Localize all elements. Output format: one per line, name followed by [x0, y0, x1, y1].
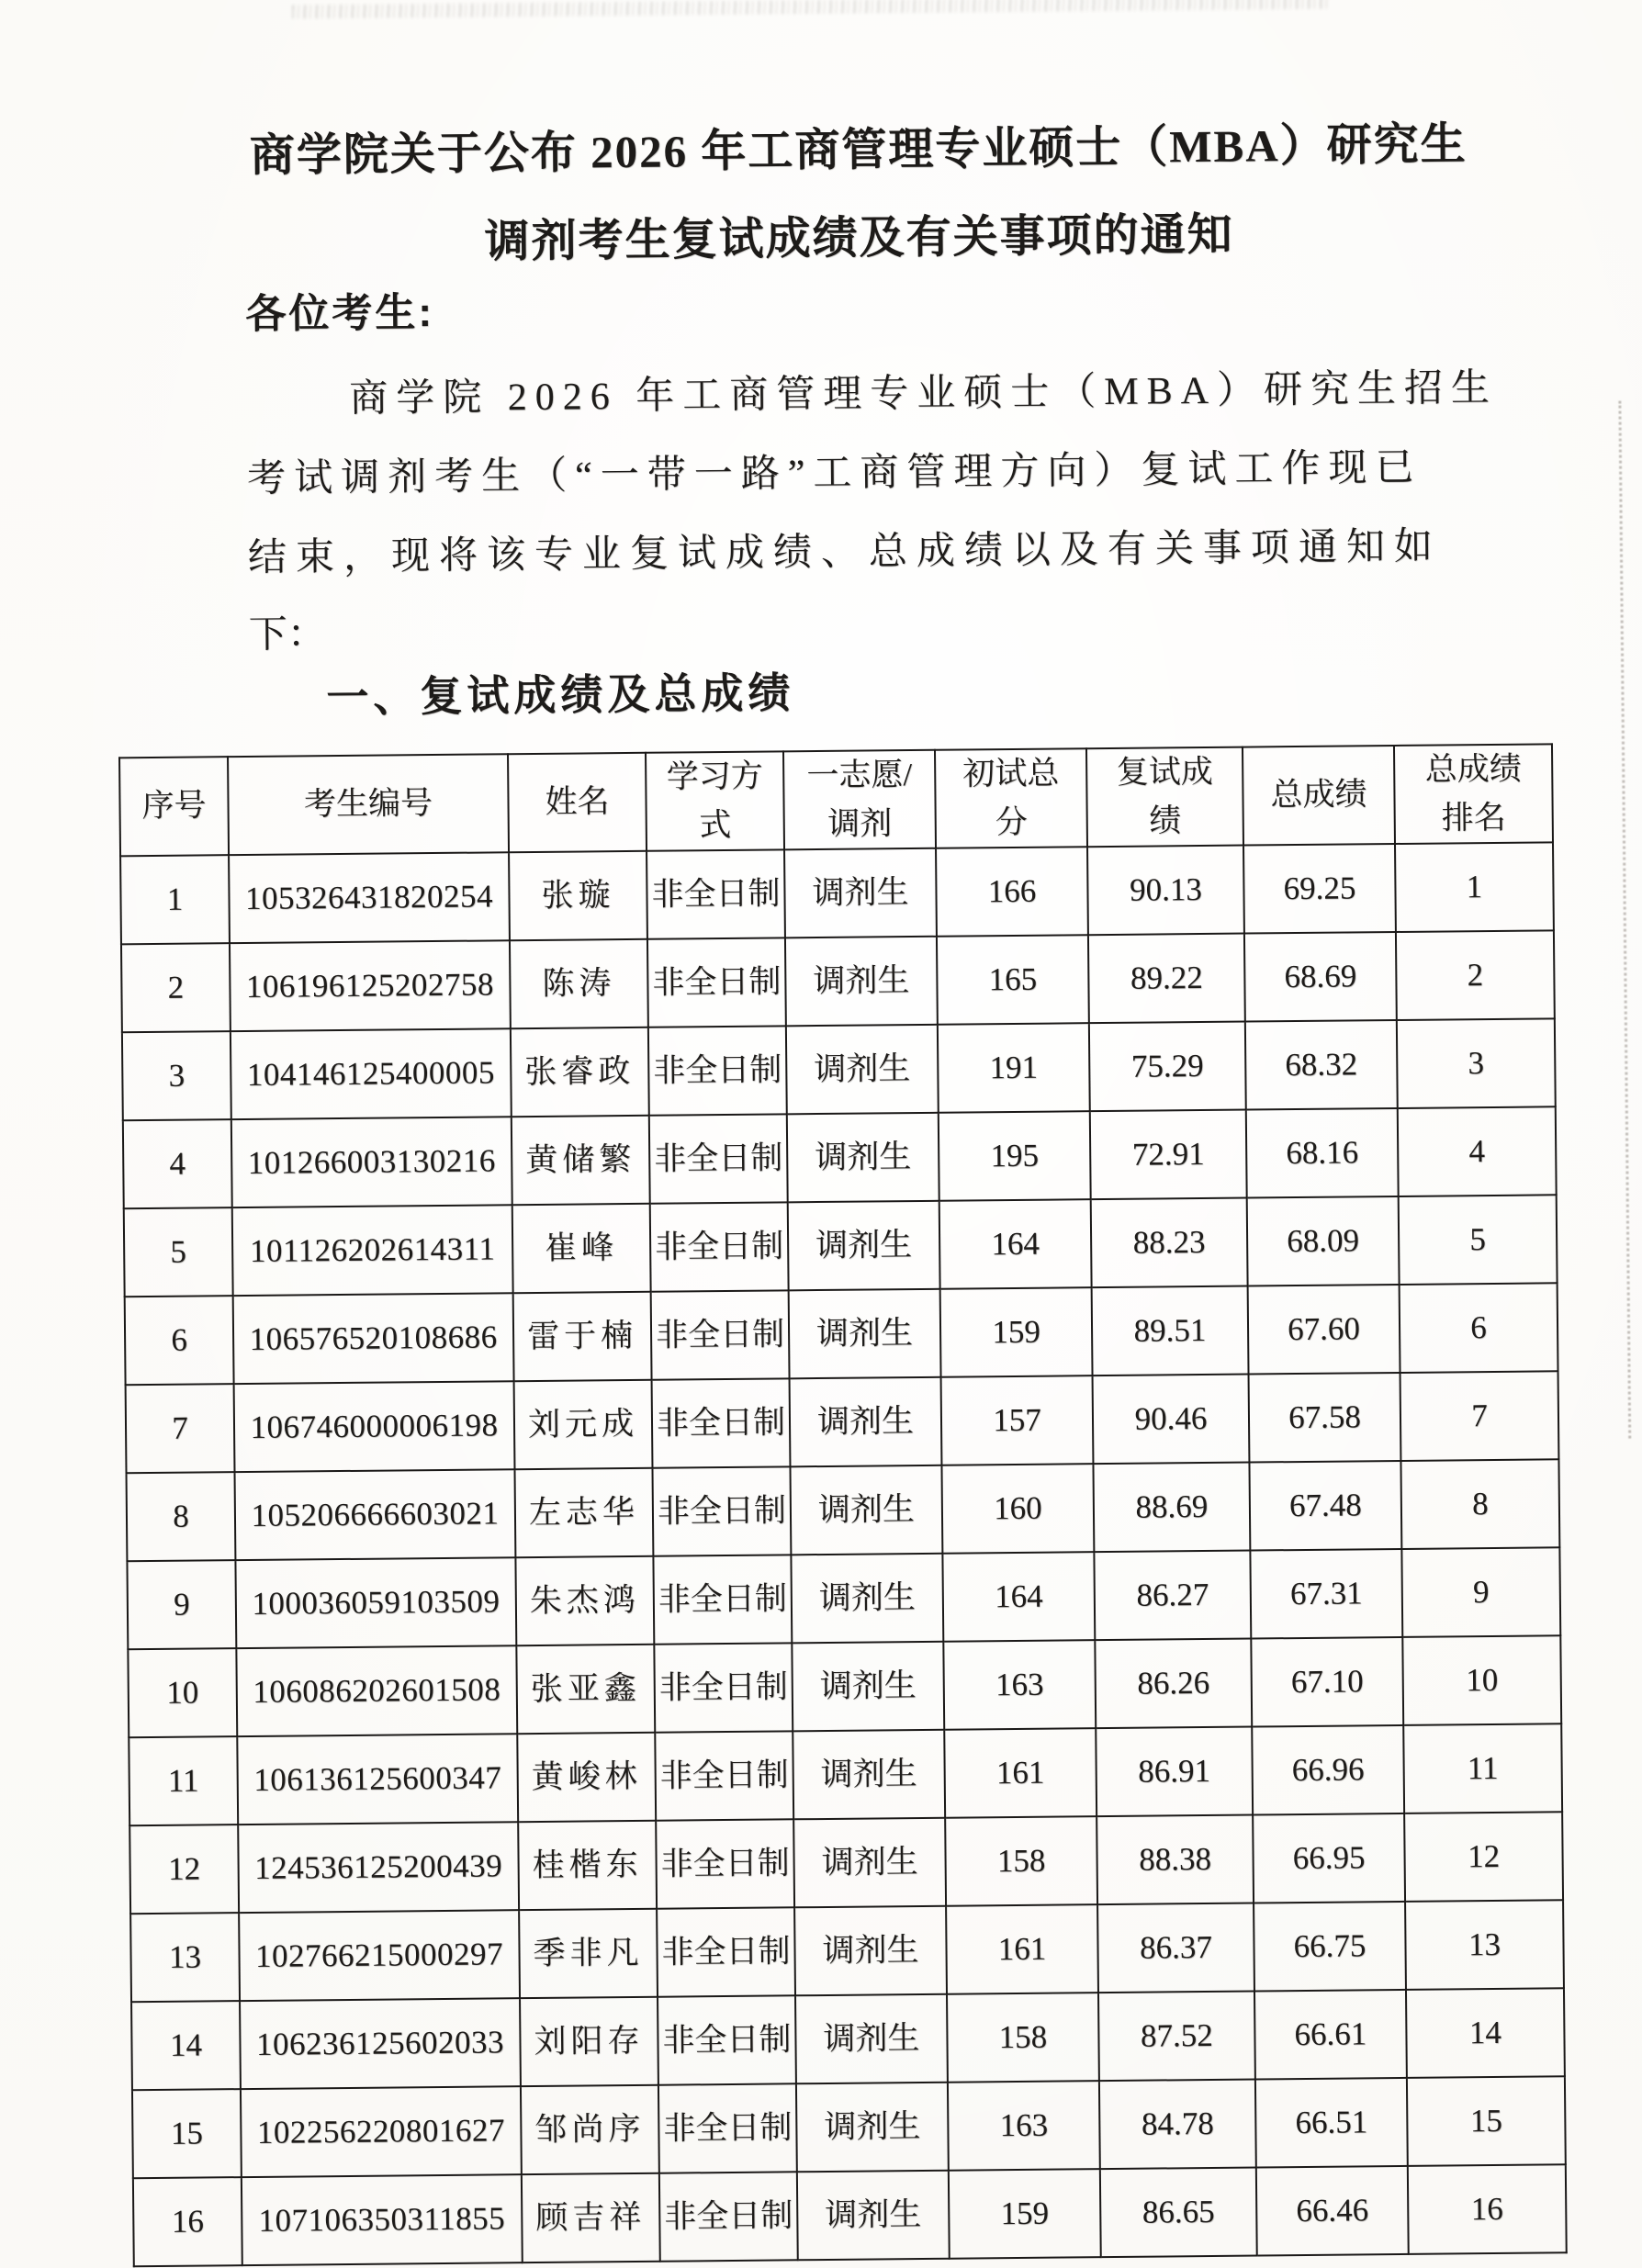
notice-title — [238, 100, 1479, 288]
admission-type-cell: 调剂生 — [786, 1025, 939, 1115]
initial-score-cell: 164 — [939, 1199, 1092, 1289]
admission-type-cell: 调剂生 — [793, 1818, 946, 1908]
total-score-cell: 66.75 — [1254, 1902, 1406, 1992]
scan-edge-artifact-top — [292, 0, 1330, 18]
total-score-cell: 68.69 — [1244, 932, 1397, 1022]
seq-cell: 11 — [129, 1736, 238, 1825]
retest-score-cell: 72.91 — [1090, 1110, 1247, 1200]
admission-type-cell: 调剂生 — [791, 1554, 943, 1644]
admission-type-cell: 调剂生 — [787, 1113, 939, 1203]
notice-title-line-1: 商学院关于公布 2026 年工商管理专业硕士（MBA）研究生 — [249, 118, 1468, 181]
table-row — [130, 1900, 1564, 2002]
name-cell: 邹尚序 — [521, 2085, 659, 2174]
body-line-4: 下： — [248, 613, 326, 657]
rank-cell: 8 — [1400, 1459, 1559, 1549]
table-row — [129, 1812, 1563, 1914]
name-cell: 左志华 — [514, 1468, 653, 1557]
table-row — [129, 1723, 1562, 1825]
column-header-3: 学习方 式 — [646, 751, 784, 850]
seq-cell: 13 — [130, 1913, 240, 2002]
admission-type-cell: 调剂生 — [788, 1201, 940, 1291]
rank-cell: 15 — [1407, 2076, 1566, 2166]
study-mode-cell: 非全日制 — [653, 1555, 792, 1644]
admission-type-cell: 调剂生 — [794, 1906, 947, 1996]
candidate-id-cell: 102256220801627 — [241, 2086, 522, 2177]
name-cell: 刘阳存 — [520, 1997, 658, 2086]
total-score-cell: 68.32 — [1245, 1020, 1398, 1110]
table-row — [126, 1371, 1559, 1473]
study-mode-cell: 非全日制 — [655, 1731, 793, 1820]
candidate-id-cell: 100036059103509 — [235, 1557, 516, 1648]
retest-score-cell: 89.22 — [1088, 934, 1245, 1024]
initial-score-cell: 164 — [942, 1552, 1095, 1642]
seq-cell: 16 — [133, 2177, 242, 2266]
column-header-5: 初试总 分 — [935, 748, 1087, 848]
body-line-3: 结束，现将该专业复试成绩、总成绩以及有关事项通知如 — [247, 525, 1443, 579]
initial-score-cell: 166 — [936, 847, 1088, 937]
seq-cell: 3 — [122, 1031, 231, 1120]
table-row — [132, 2076, 1566, 2178]
candidate-id-cell: 102766215000297 — [239, 1910, 520, 2001]
admission-type-cell: 调剂生 — [784, 848, 937, 938]
initial-score-cell: 161 — [946, 1904, 1098, 1994]
body-line-1: 商学院 2026 年工商管理专业硕士（MBA）研究生招生 — [349, 366, 1499, 421]
table-row — [125, 1283, 1558, 1385]
section-heading: 一、复试成绩及总成绩 — [326, 668, 795, 722]
rank-cell: 3 — [1397, 1018, 1556, 1108]
name-cell: 张璇 — [509, 851, 647, 940]
retest-score-cell: 86.37 — [1097, 1903, 1254, 1993]
total-score-cell: 67.10 — [1251, 1637, 1403, 1727]
column-header-7: 总成绩 — [1243, 746, 1395, 846]
study-mode-cell: 非全日制 — [652, 1378, 791, 1467]
total-score-cell: 66.61 — [1254, 1990, 1407, 2080]
candidate-id-cell: 101266003130216 — [231, 1117, 512, 1207]
candidate-id-cell: 106136125600347 — [237, 1734, 518, 1825]
seq-cell: 6 — [125, 1296, 234, 1385]
study-mode-cell: 非全日制 — [651, 1290, 790, 1379]
initial-score-cell: 159 — [949, 2169, 1101, 2259]
table-row — [120, 842, 1554, 944]
candidate-id-cell: 107106350311855 — [242, 2174, 523, 2265]
name-cell: 张睿政 — [511, 1027, 649, 1117]
initial-score-cell: 159 — [940, 1287, 1093, 1377]
retest-score-cell: 75.29 — [1089, 1022, 1246, 1112]
column-header-1: 考生编号 — [228, 754, 509, 855]
rank-cell: 13 — [1405, 1900, 1564, 1990]
total-score-cell: 68.16 — [1246, 1108, 1399, 1198]
seq-cell: 1 — [120, 855, 230, 944]
column-header-6: 复试成 绩 — [1086, 747, 1243, 848]
column-header-8: 总成绩 排名 — [1394, 744, 1553, 844]
column-header-2: 姓名 — [508, 753, 647, 852]
seq-cell: 7 — [126, 1384, 235, 1473]
initial-score-cell: 191 — [938, 1023, 1090, 1113]
rank-cell: 12 — [1404, 1812, 1563, 1902]
candidate-id-cell: 124536125200439 — [238, 1822, 519, 1913]
retest-score-cell: 87.52 — [1098, 1992, 1255, 2082]
admission-type-cell: 调剂生 — [797, 2171, 950, 2261]
rank-cell: 11 — [1403, 1723, 1562, 1813]
total-score-cell: 67.48 — [1249, 1461, 1401, 1551]
table-row — [127, 1459, 1560, 1561]
name-cell: 黄储繁 — [512, 1116, 650, 1205]
retest-score-cell: 90.13 — [1087, 846, 1244, 936]
candidate-id-cell: 105206666603021 — [235, 1469, 516, 1560]
candidate-id-cell: 106196125202758 — [230, 940, 511, 1031]
total-score-cell: 67.31 — [1250, 1549, 1402, 1639]
rank-cell: 14 — [1406, 1988, 1565, 2078]
name-cell: 朱杰鸿 — [515, 1556, 654, 1645]
rank-cell: 2 — [1396, 930, 1555, 1020]
seq-cell: 4 — [123, 1119, 232, 1208]
initial-score-cell: 158 — [945, 1816, 1097, 1906]
candidate-id-cell: 106576520108686 — [233, 1293, 514, 1384]
retest-score-cell: 86.26 — [1095, 1639, 1252, 1729]
retest-score-cell: 90.46 — [1093, 1375, 1250, 1465]
retest-score-cell: 88.69 — [1093, 1463, 1250, 1553]
table-header-row — [119, 744, 1553, 856]
name-cell: 黄峻林 — [517, 1733, 656, 1822]
initial-score-cell: 161 — [944, 1728, 1097, 1818]
study-mode-cell: 非全日制 — [658, 2083, 797, 2173]
table-row — [121, 930, 1555, 1032]
initial-score-cell: 160 — [941, 1464, 1094, 1554]
seq-cell: 10 — [128, 1648, 237, 1737]
admission-type-cell: 调剂生 — [793, 1730, 945, 1820]
name-cell: 雷于楠 — [513, 1292, 652, 1381]
column-header-4: 一志愿/ 调剂 — [783, 750, 936, 850]
initial-score-cell: 158 — [947, 1993, 1099, 2083]
admission-type-cell: 调剂生 — [792, 1642, 944, 1732]
column-header-0: 序号 — [119, 757, 229, 856]
total-score-cell: 66.51 — [1255, 2078, 1408, 2168]
admission-type-cell: 调剂生 — [790, 1377, 942, 1467]
study-mode-cell: 非全日制 — [656, 1819, 794, 1908]
seq-cell: 15 — [132, 2089, 242, 2178]
salutation: 各位考生: — [245, 290, 435, 337]
initial-score-cell: 157 — [941, 1375, 1094, 1465]
admission-type-cell: 调剂生 — [789, 1289, 941, 1379]
study-mode-cell: 非全日制 — [648, 1026, 787, 1115]
study-mode-cell: 非全日制 — [647, 849, 785, 938]
candidate-id-cell: 106746000006198 — [234, 1381, 515, 1472]
total-score-cell: 66.95 — [1253, 1813, 1405, 1903]
admission-type-cell: 调剂生 — [790, 1465, 942, 1555]
candidate-id-cell: 106236125602033 — [240, 1998, 521, 2089]
rank-cell: 6 — [1400, 1283, 1558, 1373]
study-mode-cell: 非全日制 — [658, 1995, 796, 2084]
seq-cell: 8 — [127, 1472, 236, 1561]
rank-cell: 4 — [1398, 1106, 1557, 1196]
study-mode-cell: 非全日制 — [657, 1907, 795, 1996]
seq-cell: 2 — [121, 943, 231, 1032]
seq-cell: 9 — [127, 1560, 236, 1649]
total-score-cell: 66.96 — [1252, 1725, 1404, 1815]
candidate-id-cell: 104146125400005 — [231, 1028, 512, 1119]
candidate-id-cell: 105326431820254 — [229, 852, 510, 943]
admission-type-cell: 调剂生 — [796, 2083, 949, 2173]
seq-cell: 12 — [129, 1825, 239, 1914]
study-mode-cell: 非全日制 — [649, 1114, 788, 1203]
study-mode-cell: 非全日制 — [647, 938, 786, 1027]
initial-score-cell: 163 — [948, 2081, 1100, 2171]
retest-score-cell: 88.38 — [1097, 1815, 1254, 1905]
candidate-id-cell: 101126202614311 — [232, 1205, 513, 1296]
candidate-id-cell: 106086202601508 — [236, 1645, 517, 1736]
table-row — [128, 1635, 1561, 1737]
table-row — [127, 1547, 1560, 1649]
study-mode-cell: 非全日制 — [652, 1466, 791, 1555]
study-mode-cell: 非全日制 — [659, 2172, 798, 2261]
name-cell: 陈涛 — [510, 939, 648, 1028]
retest-score-cell: 86.27 — [1094, 1551, 1251, 1641]
admission-type-cell: 调剂生 — [785, 937, 938, 1027]
table-row — [122, 1018, 1556, 1120]
table-row — [124, 1195, 1558, 1297]
score-table — [118, 743, 1568, 2267]
rank-cell: 16 — [1408, 2164, 1567, 2254]
study-mode-cell: 非全日制 — [650, 1202, 789, 1291]
seq-cell: 14 — [131, 2001, 241, 2090]
retest-score-cell: 88.23 — [1091, 1198, 1248, 1288]
total-score-cell: 66.46 — [1256, 2166, 1409, 2256]
name-cell: 季非凡 — [519, 1909, 658, 1998]
table-row — [123, 1106, 1557, 1208]
total-score-cell: 68.09 — [1247, 1196, 1400, 1286]
body-line-2: 考试调剂考生（“一带一路”工商管理方向）复试工作现已 — [246, 446, 1423, 500]
initial-score-cell: 163 — [943, 1640, 1096, 1730]
table-row — [131, 1988, 1565, 2090]
name-cell: 顾吉祥 — [522, 2173, 660, 2262]
rank-cell: 7 — [1400, 1371, 1559, 1461]
table-row — [133, 2164, 1567, 2266]
rank-cell: 10 — [1402, 1635, 1561, 1725]
total-score-cell: 67.60 — [1248, 1285, 1400, 1375]
initial-score-cell: 165 — [937, 935, 1089, 1025]
retest-score-cell: 86.91 — [1096, 1727, 1253, 1817]
total-score-cell: 67.58 — [1249, 1373, 1401, 1463]
retest-score-cell: 84.78 — [1099, 2080, 1256, 2170]
name-cell: 桂楷东 — [518, 1821, 657, 1910]
study-mode-cell: 非全日制 — [654, 1643, 793, 1732]
retest-score-cell: 86.65 — [1100, 2168, 1257, 2258]
name-cell: 张亚鑫 — [516, 1645, 655, 1734]
total-score-cell: 69.25 — [1243, 844, 1396, 934]
notice-title-line-2: 调剂考生复试成绩及有关事项的通知 — [484, 208, 1234, 267]
rank-cell: 5 — [1399, 1195, 1558, 1285]
initial-score-cell: 195 — [939, 1111, 1091, 1201]
name-cell: 刘元成 — [514, 1380, 653, 1469]
retest-score-cell: 89.51 — [1092, 1286, 1249, 1376]
admission-type-cell: 调剂生 — [795, 1994, 948, 2084]
rank-cell: 1 — [1395, 842, 1554, 932]
name-cell: 崔峰 — [512, 1204, 651, 1293]
rank-cell: 9 — [1401, 1547, 1560, 1637]
seq-cell: 5 — [124, 1207, 233, 1297]
scan-edge-artifact-right — [1618, 401, 1631, 1439]
